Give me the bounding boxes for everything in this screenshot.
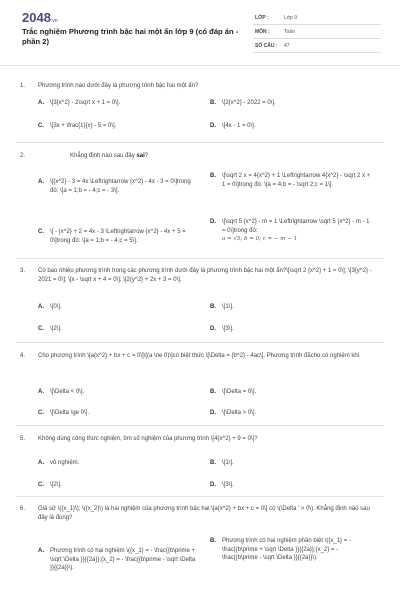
site-logo[interactable]: 2048.vn: [22, 10, 58, 25]
quiz-meta: [253, 12, 381, 54]
meta-row-subject: MÔN : Toán: [253, 26, 381, 39]
meta-row-class: LỚP : Lớp 9: [253, 12, 381, 25]
question-divider: [16, 342, 384, 343]
question-text: Giả sử \({x_1}\); \({x_2}\) là hai nghiệm của phương trình bậc hai \[a{x^2} + bx + c = 0\] có \(\Delta ' > 0\). Khẳng định nào sau đây là đúng?: [38, 506, 370, 521]
question-text: Khẳng định nào sau đây sai?: [70, 153, 149, 159]
quiz-page: 2048.vn Trắc nghiệm Phương trình bậc hai một ẩn lớp 9 (có đáp án - phần 2) LỚP : Lớp 9 MÔN : Toán SỐ CÂU : 47 1. Phương trình nào dưới đây là phương trình bậc hai một ẩn? A. \[3{x^2} - 2\sqrt x + 1 = 0\]. B. \[2{x^2} - 2022 = 0\]. C. \[3x + \frac{1}{x} - 5 = 0\]. D. \[4x - 1 = 0\]. 2. Khẳng định nào sau đây sai? A. \[{x^2} - 3 = 4x \Leftrightarrow {x^2} - 4x - 3 = 0\]trong đó: \[a = 1;b = - 4;c = - 3\]. B. \[\sqrt 2 x = 4{x^2} + 1 \Leftrightarrow 4{x^2} - \sqrt 2 x + 1 = 0\]trong đó: \[a = 4;b = - \sqrt 2;c = 1\]. C. \[ - {x^2} + 2 = 4x - 3 \Leftrightarrow {x^2} - 4x + 5 = 0\]trong đó: \[a = 1;b = - 4;c = 5\]. D. \[\sqrt 5 {x^2} - m = 1 \Leftrightarrow \sqrt 5 {x^2} - m - 1 = 0\]trong đó: a = √5; b = 0; c = − m − 1 3. Có bao nhiêu phương trình trong các phương trình dưới đây là phương trình bậc hai một ẩn?\[\sqrt 2 {x^2} + 1 = 0\]; \[3{y^2} - 2021 = 0\]; \[x - \sqrt x + 4 = 0\]; \[2{y^2} + 2x + 3 = 0\]. A. \[0\]. B. \[1\]. C. \[2\]. D. \[3\]. 4. Cho phương trình \[a{x^2} + bx + c = 0\]\[(a \ne 0)\]có biệt thức \[\Delta = {b^2} - 4ac\]. Phương trình đãcho có nghiệm khi A. \[\Delta < 0\]. B. \[\Delta = 0\]. C. \[\Delta \ge 0\]. D. \[\Delta > 0\]. 5. Không dùng công thức nghiệm, tìm số nghiệm của phương trình \[4{x^2} + 9 = 0\]? A. vô nghiệm. B. \[1\]. C. \[2\]. D. \[3\]. 6. Giả sử \({x_1}\); \({x_2}\) là hai nghiệm của phương trình bậc hai \[a{x^2} + bx + c = 0\] có \(\Delta ' > 0\). Khẳng định nào sau đây là đúng? A. Phương trình có hai nghiệm \({x_1} = - \frac{{b\prime + \sqrt \Delta }}{{2a}};{x_2} = - \frac{{b\prime - \sqrt \Delta }}{{2a}}\). B. Phương trình có hai nghiệm phân biệt \({x_1} = - \frac{{b\prime + \sqrt \Delta }}{{2a}};{x_2} = - \frac{{b\prime - \sqrt \Delta }}{{2a}}\).: [0, 0, 400, 600]
question-text: Phương trình nào dưới đây là phương trình bậc hai một ẩn?: [38, 83, 199, 89]
question-divider: [16, 425, 384, 426]
question-divider: [16, 258, 384, 259]
quiz-header: [0, 0, 400, 60]
option-d-formula: a = √5; b = 0; c = − m − 1: [222, 236, 298, 242]
question-text: Không dùng công thức nghiệm, tìm số nghiệm của phương trình \[4{x^2} + 9 = 0\]?: [38, 436, 258, 442]
meta-row-question-count: SỐ CÂU : 47: [253, 40, 381, 53]
question-divider: [16, 142, 384, 143]
question-divider: [16, 496, 384, 497]
question-text: Cho phương trình \[a{x^2} + bx + c = 0\]\[(a \ne 0)\]có biệt thức \[\Delta = {b^2} - 4ac\]. Phương trình đãcho có nghiệm khi: [38, 353, 360, 359]
page-title: Trắc nghiệm Phương trình bậc hai một ẩn lớp 9 (có đáp án - phần 2): [22, 27, 239, 46]
question-text: Có bao nhiêu phương trình trong các phương trình dưới đây là phương trình bậc hai một ẩn?\[\sqrt 2 {x^2} + 1 = 0\]; \[3{y^2} - 2021 = 0\]; \[x - \sqrt x + 4 = 0\]; \[2{y^2} + 2x + 3 = 0\].: [38, 268, 372, 283]
header-divider: [0, 65, 400, 66]
